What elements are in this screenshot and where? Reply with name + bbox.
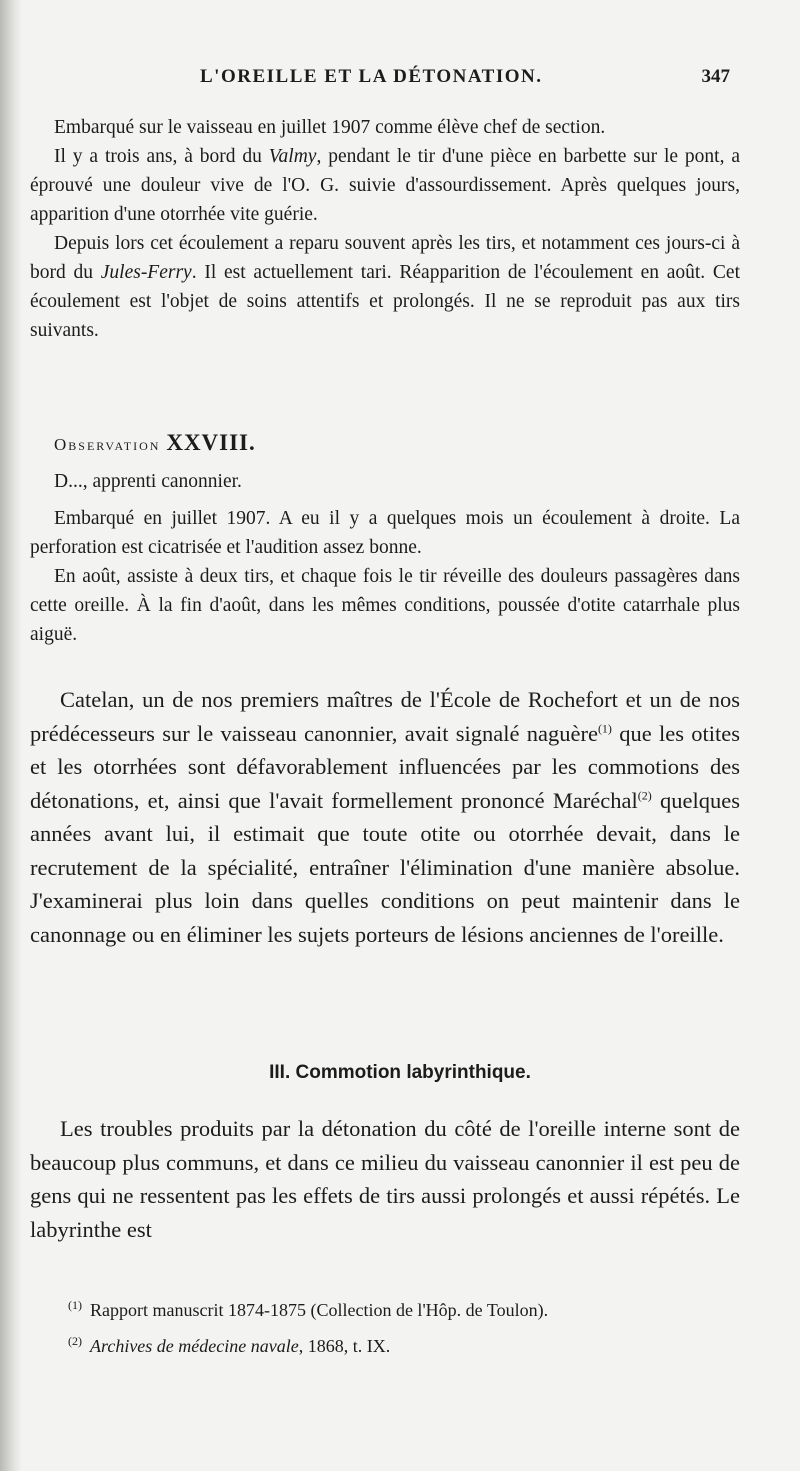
paragraph: En août, assiste à deux tirs, et chaque fois le tir réveille des douleurs passagères dans cette oreille. À la fin d'août, dans les mêmes conditions, poussée d'otite catarrhale plus aiguë. <box>30 566 740 645</box>
section-heading: III. Commotion labyrinthique. <box>269 1062 531 1083</box>
text-span: Il y a trois ans, à bord du <box>54 146 269 167</box>
footnote-ref: (1) <box>597 721 612 735</box>
text-span: que les otites et les otorrhées sont défavorablement influencées par les commotions des détonations, et, ainsi que l'avait formellement prononcé Maréchal <box>30 720 740 813</box>
running-title: L'OREILLE ET LA DÉTONATION. <box>200 66 543 87</box>
footnote <box>68 1290 748 1326</box>
footnote-mark: (2) <box>68 1334 82 1348</box>
text-span: Catelan, un de nos premiers maîtres de l'École de Rochefort et un de nos prédécesseurs sur le vaisseau canonnier, avait signalé naguère <box>30 687 740 746</box>
paragraph: Embarqué sur le vaisseau en juillet 1907 comme élève chef de section. <box>54 117 606 138</box>
observation-block <box>30 428 740 649</box>
paragraph <box>30 142 740 229</box>
footnote <box>68 1326 748 1362</box>
main-discussion <box>30 683 740 951</box>
paragraph: Les troubles produits par la détonation du côté de l'oreille interne sont de beaucoup plus communs, et dans ce milieu du vaisseau canonnier il est peu de gens qui ne ressentent pas les effets de tirs aussi prolongés et aussi répétés. Le labyrinthe est <box>30 1116 740 1242</box>
journal-title: Archives de médecine navale <box>90 1336 299 1356</box>
observation-number: XXVIII. <box>166 430 256 455</box>
page-number: 347 <box>701 66 730 87</box>
observation-label: Observation <box>54 435 161 454</box>
section-body <box>30 1112 740 1246</box>
footnote-text: , 1868, t. IX. <box>298 1336 391 1356</box>
text-span: quelques années avant lui, il estimait que toute otite ou otorrhée devait, dans le recrutement de la spécialité, entraîner l'élimination d'une manière absolue. J'examinerai plus loin dans quelles conditions on peut maintenir dans le canonnage ou en éliminer les sujets porteurs de lésions anciennes de l'oreille. <box>30 787 740 947</box>
observation-heading <box>30 428 740 459</box>
paragraph <box>30 683 740 951</box>
patient-line: D..., apprenti canonnier. <box>54 471 242 492</box>
ship-name: Jules-Ferry <box>100 262 192 283</box>
paragraph <box>30 229 740 345</box>
case-history-block <box>30 113 740 345</box>
paragraph: Embarqué en juillet 1907. A eu il y a quelques mois un écoulement à droite. La perforation est cicatrisée et l'audition assez bonne. <box>30 508 740 558</box>
text-span: Depuis lors cet écoulement a reparu souvent après les tirs, et notamment ces jours-ci à bord du <box>30 233 740 283</box>
ship-name: Valmy <box>268 146 317 167</box>
footnotes <box>68 1290 748 1362</box>
footnote-ref: (2) <box>637 788 652 802</box>
page-binding-shadow <box>0 0 22 1471</box>
running-header <box>200 66 730 96</box>
footnote-text: Rapport manuscrit 1874-1875 (Collection de l'Hôp. de Toulon). <box>90 1300 549 1320</box>
footnote-mark: (1) <box>68 1298 82 1312</box>
text-span: . Il est actuellement tari. Réapparition de l'écoulement en août. Cet écoulement est l'objet de soins attentifs et prolongés. Il ne se reproduit pas aux tirs suivants. <box>30 262 740 341</box>
text-span: , pendant le tir d'une pièce en barbette sur le pont, a éprouvé une douleur vive de l'O. G. suivie d'assourdissement. Après quelques jours, apparition d'une otorrhée vite guérie. <box>30 146 740 225</box>
